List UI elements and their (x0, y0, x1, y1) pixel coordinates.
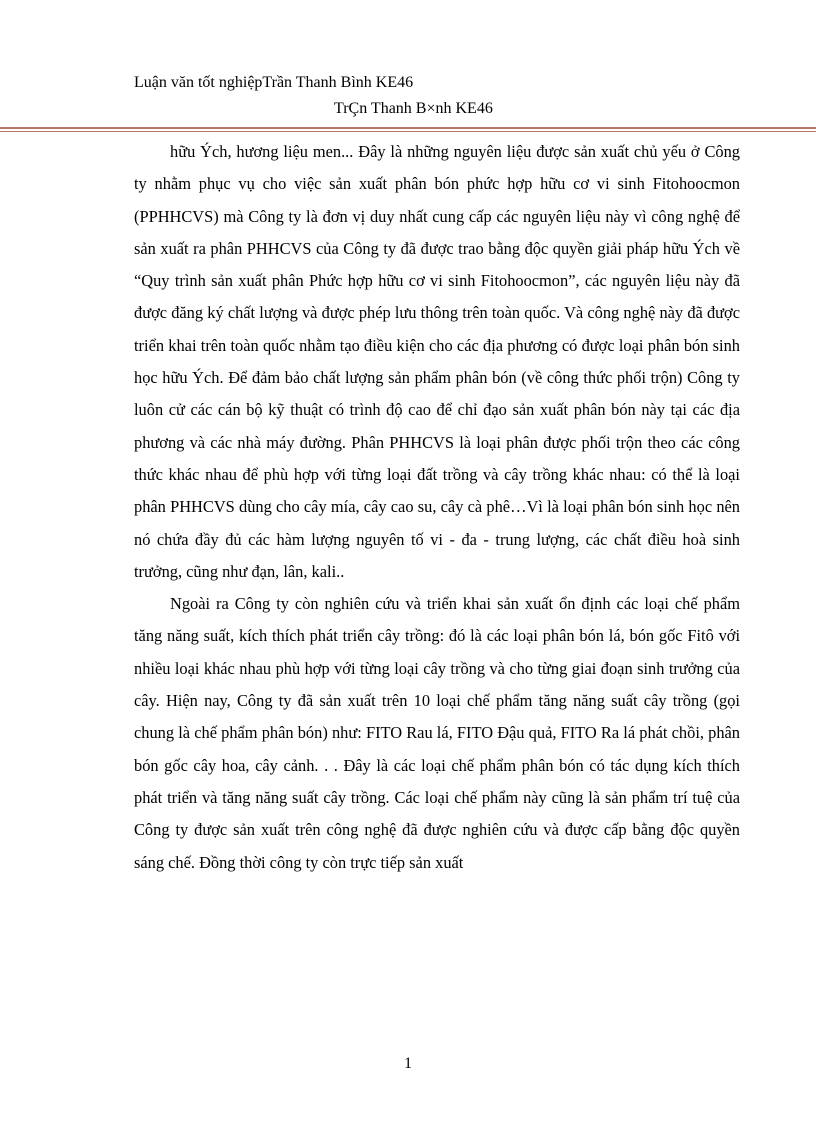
header-author-line: TrÇn Thanh B×nh KE46 (334, 100, 493, 117)
header-rule-thin (0, 131, 816, 132)
header-title-line: Luận văn tốt nghiệpTrần Thanh Bình KE46 (134, 74, 414, 91)
document-body (134, 136, 740, 879)
header-rule-thick (0, 127, 816, 129)
page-header (134, 70, 694, 122)
body-paragraph-1: hữu Ých, hương liệu men... Đây là những nguyên liệu được sản xuất chủ yếu ở Công ty nhằm phục vụ cho việc sản xuất phân bón phức hợp hữu cơ vi sinh Fitohoocmon (PPHHCVS) mà Công ty là đơn vị duy nhất cung cấp các nguyên liệu này vì công nghệ để sản xuất ra phân PHHCVS của Công ty đã được trao bằng độc quyền giải pháp hữu Ých về “Quy trình sản xuất phân Phức hợp hữu cơ vi sinh Fitohoocmon”, các nguyên liệu này đã được đăng ký chất lượng và được phép lưu thông trên toàn quốc. Và công nghệ này đã được triển khai trên toàn quốc nhằm tạo điều kiện cho các địa phương có được loại phân bón sinh học hữu Ých. Để đảm bảo chất lượng sản phẩm phân bón (về công thức phối trộn) Công ty luôn cử các cán bộ kỹ thuật có trình độ cao để chỉ đạo sản xuất phân bón này tại các địa phương và các nhà máy đường. Phân PHHCVS là loại phân được phối trộn theo các công thức khác nhau để phù hợp với từng loại đất trồng và cây trồng khác nhau: có thể là loại phân PHHCVS dùng cho cây mía, cây cao su, cây cà phê…Vì là loại phân bón sinh học nên nó chứa đầy đủ các hàm lượng nguyên tố vi - đa - trung lượng, các chất điều hoà sinh trưởng, cũng như đạn, lân, kali.. (134, 142, 740, 581)
body-paragraph-2: Ngoài ra Công ty còn nghiên cứu và triển khai sản xuất ổn định các loại chế phẩm tăng năng suất, kích thích phát triển cây trồng: đó là các loại phân bón lá, bón gốc Fitô với nhiều loại khác nhau phù hợp với từng loại cây trồng và cho từng giai đoạn sinh trưởng của cây. Hiện nay, Công ty đã sản xuất trên 10 loại chế phẩm tăng năng suất cây trồng (gọi chung là chế phẩm phân bón) như: FITO Rau lá, FITO Đậu quả, FITO Ra lá phát chồi, phân bón gốc cây hoa, cây cảnh. . . Đây là các loại chế phẩm phân bón có tác dụng kích thích phát triển và tăng năng suất cây trồng. Các loại chế phẩm này cũng là sản phẩm trí tuệ của Công ty được sản xuất trên công nghệ đã được nghiên cứu và được cấp bằng độc quyền sáng chế. Đồng thời công ty còn trực tiếp sản xuất (134, 594, 740, 872)
page-number: 1 (404, 1055, 412, 1072)
